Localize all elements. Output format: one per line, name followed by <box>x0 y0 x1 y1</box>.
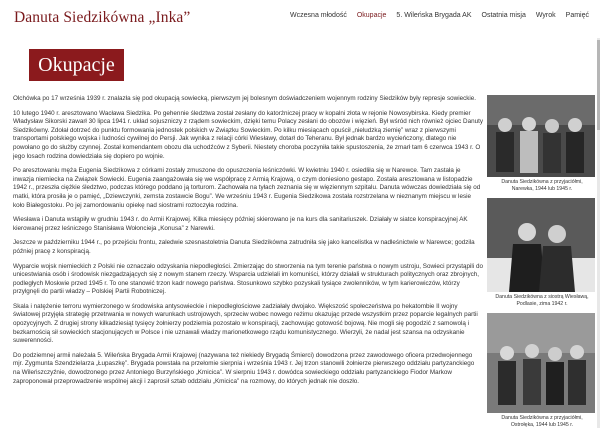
paragraph: Wiesława i Danuta wstąpiły w grudniu 1943 r. do Armii Krajowej. Kilka miesięcy później skierowano je na kurs dla sanitariuszek. Działały w siatce konspiracyjnej AK kierowanej przez leśniczego Stanisława Wołoncieja „Konusa” z Narewki. <box>13 216 468 232</box>
nav-item-5-wilenska-brygada[interactable]: 5. Wileńska Brygada AK <box>396 12 472 19</box>
photo-friends-winter[interactable] <box>487 313 595 413</box>
paragraph: Po aresztowaniu męża Eugenia Siedzikowa z córkami zostały zmuszone do opuszczenia leśniczówki. W kwietniu 1940 r. osiedliła się w Narewce. Tam zastała je inwazja niemiecka na Związek Sowiecki. Eugenia zaangażowała się we współpracę z Armią Krajową, o czym doniesiono gestapo. Została aresztowana w listopadzie 1942 r., przeszła ciężkie śledztwo, podczas którego poddano ją torturom. Zachowała na tyłach zeznania się w więziennym szpitalu. Danuta wówczas dowiedziała się od matki, która prosiła je o pamięć, „Dziewczynki, zemsta zostawcie Bogu”. We wrześniu 1943 r. Eugenia Siedzikowa została rozstrzelana w nieznanym miejscu w lesie koło Białegostoku. Po jej zamordowaniu opiekę nad siostrami roztoczyła rodzina. <box>13 167 481 209</box>
paragraph: 10 lutego 1940 r. aresztowano Wacława Siedzika. Po gehennie śledztwa został zesłany do katorżniczej pracy w kopalni złota w rejonie Nowosybirska. Kiedy premier Władysław Sikorski zawarł 30 lipca 1941 r. układ sojuszniczy z rządem sowieckim, dzięki temu Polacy zesłani do obozów i więzień. Był wśród nich również ojciec Danuty Siedzikówny. Zdołał dotrzeć do punktu formowania jednostek polskich w Związku Sowieckim. Po kilku miesiącach opuścił „nieludzką ziemię” wraz z pierwszymi transportami polskiego wojska i ludności cywilnej do Persji. Jak wynika z relacji córki Wiesławy, dotarł do Teheranu. Był jednak bardzo wycieńczony, dlatego nie powołano go do służby czynnej. Został komendantem obozu dla uchodźców z Syberii. Niestety choroba poczyniła takie spustoszenia, że zmarł tam 6 czerwca 1943 r. O jego losach rodzina dowiedziała się dopiero po wojnie. <box>13 109 483 160</box>
photo-image <box>487 198 595 292</box>
paragraph: Olchówka po 17 września 1939 r. znalazła się pod okupacją sowiecką, pierwszym jej bolesnym doświadczeniem wojennym rodziny Siedzików były represje sowieckie. <box>13 95 477 102</box>
nav-item-ostatnia-misja[interactable]: Ostatnia misja <box>481 12 526 19</box>
main-nav <box>285 12 594 19</box>
paragraph: Skala i natężenie terroru wymierzonego w środowiska antysowieckie i niepodległościowe zadziałały dwojako. Większość społeczeństwa po hekatombie II wojny światowej przyjęła strategię przetrwania w nowych warunkach ustrojowych, sprzeciw wobec nowego reżimu okazując przede wszystkim przez poparcie legalnych partii opozycyjnych. Z drugiej strony kilkadziesiąt tysięcy żołnierzy podziemia pozostało w konspiracji, zachowując gotowość bojową. Nie mogli się pogodzić z samowolą i bezkarnością sił sowieckich stacjonujących w Polsce i nie uznawali władzy marionetkowego rządu komunistycznego. Wierzyli, że nadal jest szansa na odzyskanie suwerenności. <box>13 302 478 345</box>
photo-image <box>487 313 595 413</box>
nav-item-pamiec[interactable]: Pamięć <box>565 12 589 19</box>
photo-group-friends[interactable] <box>487 95 595 177</box>
photo-image <box>487 95 595 177</box>
nav-item-okupacje[interactable]: Okupacje <box>356 12 387 19</box>
paragraph: Wyparcie wojsk niemieckich z Polski nie oznaczało odzyskania niepodległości. Zmierzając do stworzenia na tym terenie państwa o nowym ustroju, Sowieci przystąpili do unicestwiania osób i środowisk niezgadzających się z nowym stanem rzeczy. Wsparcia udzielali im komuniści, którzy działali w strukturach politycznych oraz zbrojnych, podległych Moskwie przed 1945 r. To one stanowić trzon kadr nowego państwa. Stosunkowo szybko pozyskali tysiące zwolenników, w tym karierowiczów, którzy przylgnęli do partii władzy – Polskiej Partii Robotniczej. <box>13 262 483 296</box>
photo-caption: Danuta Siedzikówna z siostrą Wiesławą, Podlasie, zima 1942 r. <box>495 294 589 307</box>
photo-sisters[interactable] <box>487 198 595 292</box>
photo-caption: Danuta Siedzikówna z przyjaciółmi, Narewka, 1944 lub 1945 r. <box>501 179 583 192</box>
paragraph: Do podziemnej armii należała 5. Wileńska Brygada Armii Krajowej (nazywana też niekiedy Brygadą Śmierci) dowodzona przez zawodowego oficera przedwojennego mjr. Zygmunta Szendzielarza „Łupaszkę”. Brygada powstała na przełomie sierpnia i września 1943 r. Jej trzon stanowili żołnierze pierwszego oddziału partyzanckiego na Wileńszczyźnie, dowodzonego przez Antoniego Burzyńskiego „Kmicica”. W sierpniu 1943 r. dowódca sowieckiego oddziału partyzanckiego Fiodor Markow zaproponował przeprowadzenie wspólnej akcji i zaprosił sztab oddziału „Kmicica” na rozmowy, do których jednak nie doszło. <box>13 351 475 385</box>
nav-item-wczesna-mlodosc[interactable]: Wczesna młodość <box>290 12 347 19</box>
nav-item-wyrok[interactable]: Wyrok <box>535 12 556 19</box>
paragraph: Jeszcze w październiku 1944 r., po przejściu frontu, zaledwie szesnastoletnia Danuta Siedzikówna zatrudniła się jako kancelistka w nadleśnictwie w Narewce; godzila później pracę z konspiracją. <box>13 239 475 255</box>
photo-sidebar <box>487 95 597 434</box>
site-header <box>0 0 600 38</box>
photo-caption: Danuta Siedzikówna z przyjaciółmi, Ostrołęka, 1944 lub 1945 r. <box>501 415 583 428</box>
site-title[interactable]: Danuta Siedzikówna „Inka” <box>14 9 191 26</box>
article-body <box>13 95 483 427</box>
page-title: Okupacje <box>29 49 124 81</box>
